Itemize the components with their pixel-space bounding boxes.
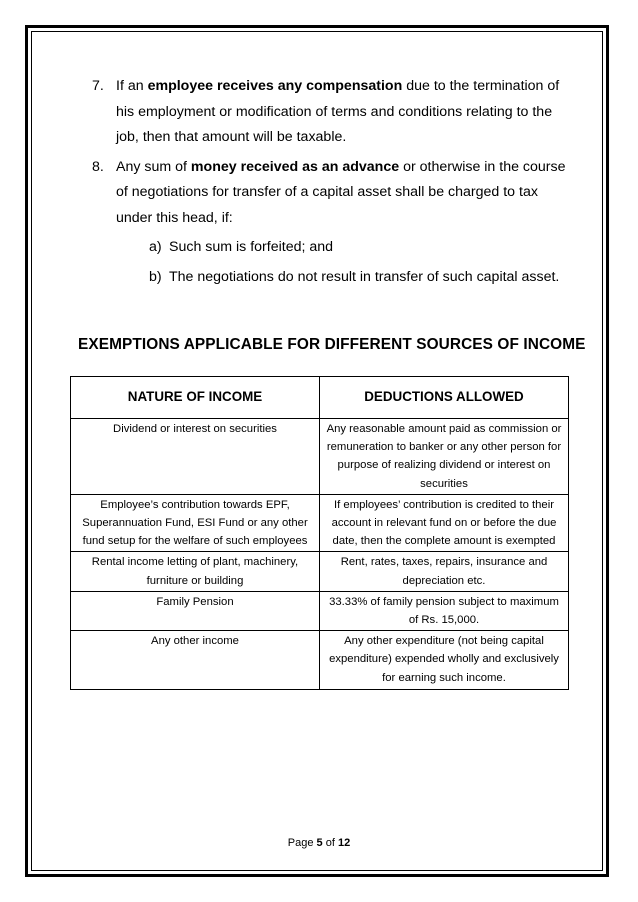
list-text: Any sum of — [116, 158, 191, 175]
list-number: 8. — [92, 158, 104, 175]
table-row — [71, 631, 569, 690]
footer-total-pages: 12 — [337, 837, 351, 849]
list-text: or otherwise in the course of negotiations for transfer of a capital asset shall be charged to tax under this head, if: — [116, 158, 566, 226]
sub-item-a — [149, 235, 572, 261]
sub-item-letter: a) — [149, 239, 162, 255]
header-deductions-allowed: DEDUCTIONS ALLOWED — [320, 377, 569, 419]
sub-item-text: Such sum is forfeited; and — [169, 239, 334, 255]
table-row — [71, 591, 569, 630]
table-cell: Dividend or interest on securities — [71, 419, 320, 495]
sub-item-letter: b) — [149, 268, 162, 285]
footer-current-page: 5 — [316, 837, 323, 849]
numbered-list — [92, 74, 572, 290]
table-cell: Any other expenditure (not being capital expenditure) expended wholly and exclusively for earning such income. — [320, 631, 569, 690]
table-row — [71, 552, 569, 591]
sub-item-text: The negotiations do not result in transfer of such capital asset. — [169, 268, 560, 285]
table-cell: Rent, rates, taxes, repairs, insurance and depreciation etc. — [320, 552, 569, 591]
section-heading: EXEMPTIONS APPLICABLE FOR DIFFERENT SOURCES OF INCOME — [78, 336, 586, 353]
list-number: 7. — [92, 78, 104, 94]
footer-middle: of — [322, 837, 338, 849]
list-item-8 — [92, 155, 572, 232]
list-bold-text: money received as an advance — [190, 158, 400, 175]
table-row — [71, 419, 569, 495]
table-header-row — [71, 377, 569, 419]
sub-item-b — [149, 265, 572, 291]
table-row — [71, 494, 569, 552]
list-text: due to the termination of his employment or modification of terms and conditions relating to the job, then that amount will be taxable. — [116, 78, 560, 145]
table-cell: Rental income letting of plant, machinery, furniture or building — [71, 552, 320, 591]
header-nature-of-income: NATURE OF INCOME — [71, 377, 320, 419]
list-text: If an — [116, 78, 148, 94]
list-item-7 — [92, 74, 572, 151]
table-cell: If employees’ contribution is credited to their account in relevant fund on or before the due date, then the complete amount is exempted — [320, 494, 569, 552]
page-footer — [0, 837, 638, 849]
footer-prefix: Page — [287, 837, 317, 849]
table-cell: Any other income — [71, 631, 320, 690]
table-cell: Employee’s contribution towards EPF, Superannuation Fund, ESI Fund or any other fund setup for the welfare of such employees — [71, 494, 320, 552]
list-bold-text: employee receives any compensation — [147, 78, 403, 94]
table-cell: 33.33% of family pension subject to maximum of Rs. 15,000. — [320, 591, 569, 630]
table-cell: Any reasonable amount paid as commission or remuneration to banker or any other person for purpose of realizing dividend or interest on securities — [320, 419, 569, 495]
table-cell: Family Pension — [71, 591, 320, 630]
exemptions-table — [70, 376, 569, 690]
